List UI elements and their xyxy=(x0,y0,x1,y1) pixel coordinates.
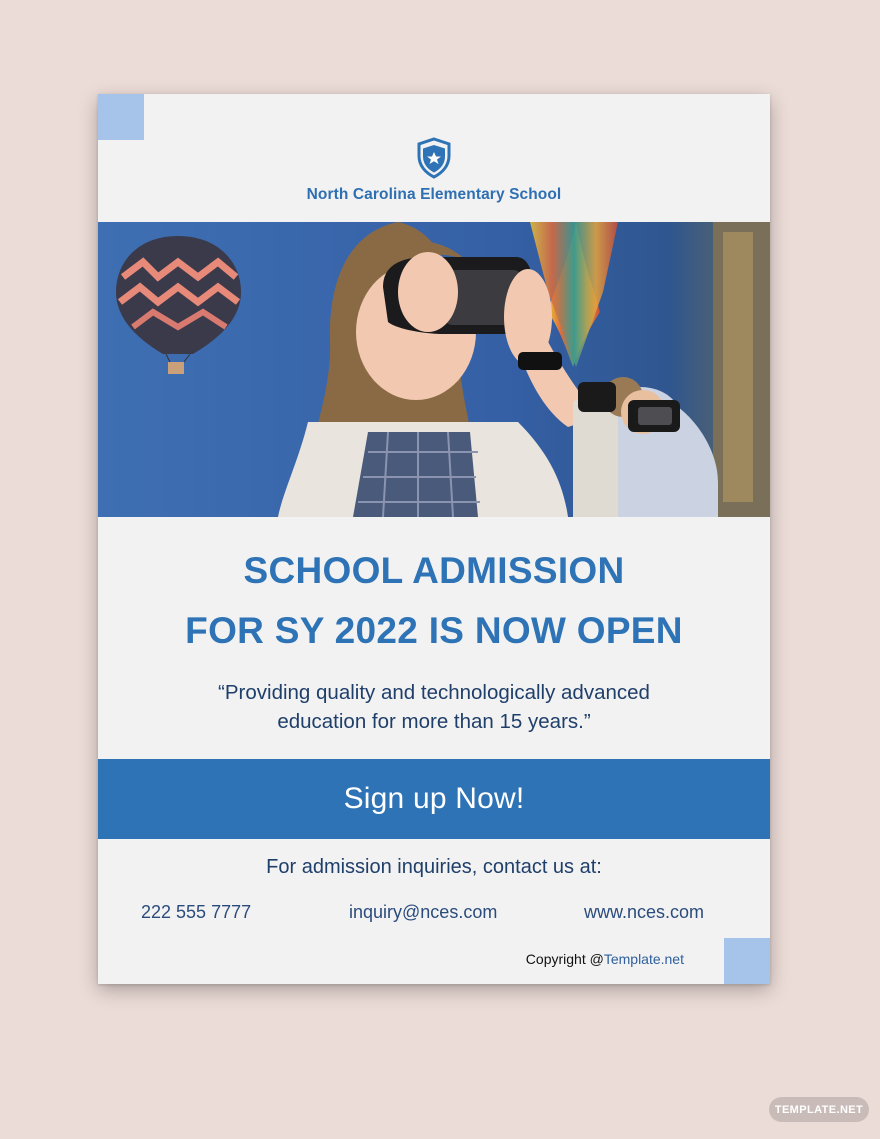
sign-up-label: Sign up Now! xyxy=(343,782,525,815)
headline-line-2: FOR SY 2022 IS NOW OPEN xyxy=(185,610,683,651)
copyright-prefix: Copyright @ xyxy=(525,951,604,967)
sign-up-button[interactable] xyxy=(98,759,770,839)
contact-website: www.nces.com xyxy=(584,902,705,922)
contact-heading: For admission inquiries, contact us at: xyxy=(266,856,602,878)
corner-accent-top-left xyxy=(98,94,144,140)
contact-email: inquiry@nces.com xyxy=(349,902,498,922)
students-vr-photo xyxy=(98,222,770,517)
school-name: North Carolina Elementary School xyxy=(306,186,562,203)
corner-accent-bottom-right xyxy=(724,938,770,984)
flyer xyxy=(98,94,770,984)
template-net-watermark: TEMPLATE.NET xyxy=(769,1097,869,1122)
contact-phone: 222 555 7777 xyxy=(141,902,252,922)
headline-line-1: SCHOOL ADMISSION xyxy=(243,550,625,591)
shield-star-icon xyxy=(416,137,452,179)
copyright-notice xyxy=(526,951,684,967)
tagline-line-2: education for more than 15 years.” xyxy=(277,710,591,733)
tagline-line-1: “Providing quality and technologically advanced xyxy=(218,681,650,704)
copyright-brand: Template.net xyxy=(603,951,684,967)
